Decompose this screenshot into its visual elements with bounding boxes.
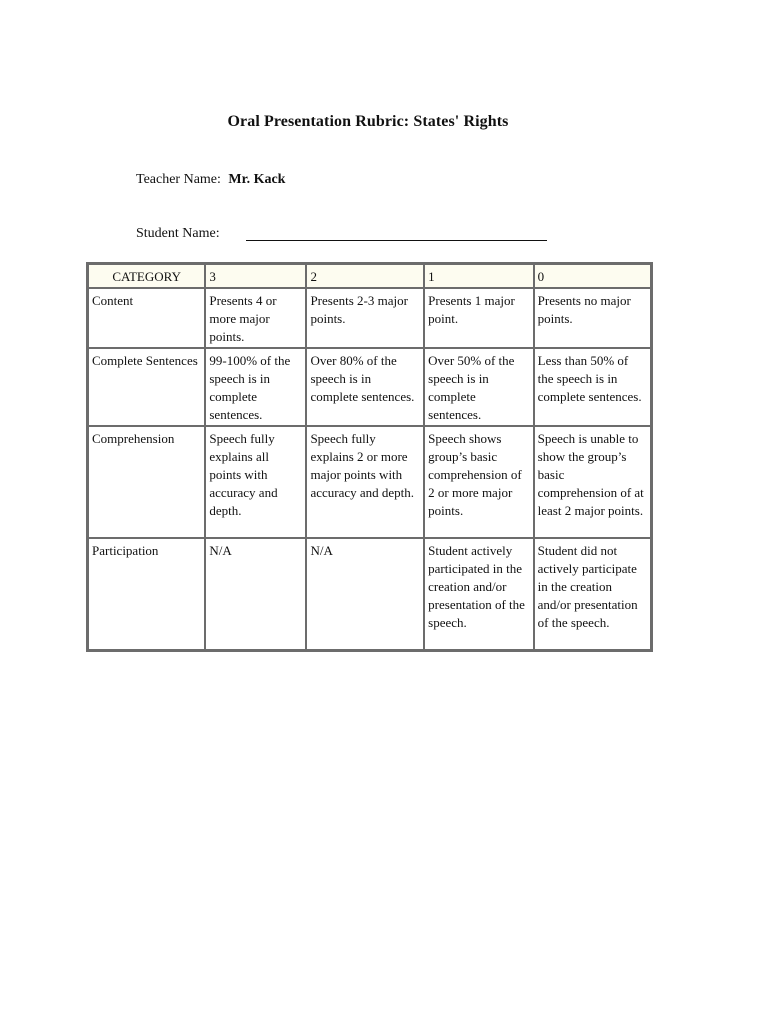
table-cell: 99-100% of the speech is in complete sentences.: [205, 348, 306, 426]
row-category: Content: [88, 288, 205, 348]
table-cell: N/A: [306, 538, 424, 650]
teacher-name-value: Mr. Kack: [228, 172, 286, 187]
table-cell: Speech is unable to show the group’s basic comprehension of at least 2 major points.: [534, 426, 651, 538]
rubric-table: [86, 262, 653, 652]
row-category: Comprehension: [88, 426, 205, 538]
table-cell: Over 80% of the speech is in complete sentences.: [306, 348, 424, 426]
table-row: [88, 538, 651, 650]
table-cell: N/A: [205, 538, 306, 650]
table-row: [88, 288, 651, 348]
table-cell: Over 50% of the speech is in complete sentences.: [424, 348, 533, 426]
teacher-name-row: [136, 172, 285, 188]
table-cell: Presents 2-3 major points.: [306, 288, 424, 348]
student-name-label: Student Name:: [136, 226, 220, 241]
table-header-row: [88, 264, 651, 288]
header-score-3: 3: [205, 264, 306, 288]
teacher-name-label: Teacher Name:: [136, 172, 221, 187]
header-score-0: 0: [534, 264, 651, 288]
page-title: Oral Presentation Rubric: States' Rights: [227, 113, 509, 130]
table-cell: Student did not actively participate in the creation and/or presentation of the speech.: [534, 538, 651, 650]
table-cell: Speech shows group’s basic comprehension of 2 or more major points.: [424, 426, 533, 538]
header-category: CATEGORY: [88, 264, 205, 288]
table-cell: Less than 50% of the speech is in complete sentences.: [534, 348, 651, 426]
table-cell: Student actively participated in the creation and/or presentation of the speech.: [424, 538, 533, 650]
table-cell: Speech fully explains all points with accuracy and depth.: [205, 426, 306, 538]
row-category: Participation: [88, 538, 205, 650]
table-cell: Presents 4 or more major points.: [205, 288, 306, 348]
student-name-row: [136, 226, 220, 242]
student-name-blank-line: [246, 240, 547, 241]
table-cell: Presents 1 major point.: [424, 288, 533, 348]
table-cell: Presents no major points.: [534, 288, 651, 348]
table-cell: Speech fully explains 2 or more major points with accuracy and depth.: [306, 426, 424, 538]
header-score-2: 2: [306, 264, 424, 288]
row-category: Complete Sentences: [88, 348, 205, 426]
table-row: [88, 348, 651, 426]
header-score-1: 1: [424, 264, 533, 288]
table-row: [88, 426, 651, 538]
